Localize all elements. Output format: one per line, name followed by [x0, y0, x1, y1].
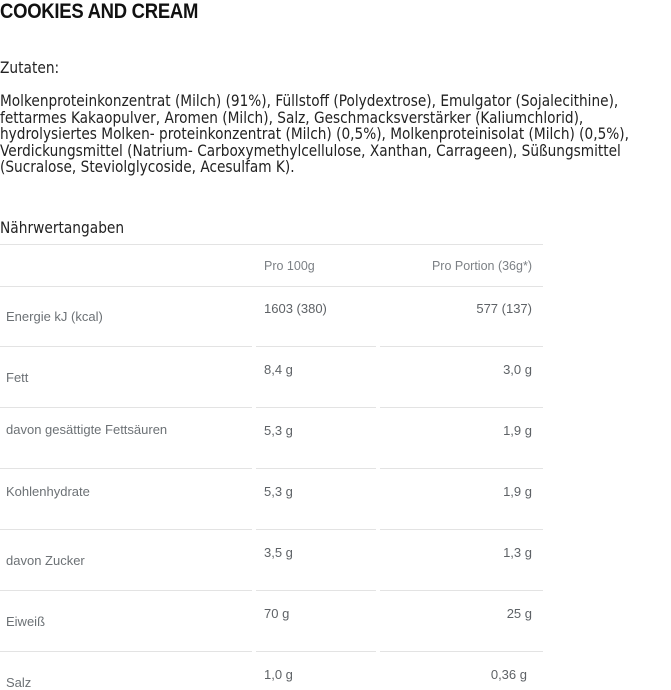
- table-divider: [256, 590, 376, 591]
- table-divider: [380, 468, 543, 469]
- table-divider: [0, 346, 252, 347]
- nutrient-label-zucker: davon Zucker: [6, 553, 85, 568]
- table-divider: [380, 346, 543, 347]
- table-divider: [380, 651, 543, 652]
- table-divider: [380, 590, 543, 591]
- table-divider: [0, 529, 252, 530]
- nutrient-label-kohlenhydrate: Kohlenhydrate: [6, 484, 90, 499]
- nutrient-label-eiweiss: Eiweiß: [6, 614, 46, 629]
- value-per-portion-energie: 577 (137): [476, 301, 532, 316]
- value-per-100g-eiweiss: 70 g: [264, 606, 290, 621]
- nutrition-heading: Nährwertangaben: [0, 218, 125, 237]
- table-divider: [0, 468, 252, 469]
- product-title: COOKIES AND CREAM: [0, 0, 199, 23]
- nutrient-label-energie: Energie kJ (kcal): [6, 309, 103, 324]
- table-divider: [0, 407, 252, 408]
- table-divider: [256, 407, 376, 408]
- nutrient-label-salz: Salz: [6, 675, 32, 690]
- nutrient-label-gesaettigte-fettsaeuren: davon gesättigte Fettsäuren: [6, 422, 168, 437]
- value-per-portion-zucker: 1,3 g: [503, 545, 532, 560]
- table-divider: [256, 651, 376, 652]
- table-divider: [380, 529, 543, 530]
- column-header-per-100g: Pro 100g: [264, 259, 315, 273]
- value-per-100g-salz: 1,0 g: [264, 667, 293, 682]
- table-divider: [256, 346, 376, 347]
- table-divider: [0, 590, 252, 591]
- value-per-portion-kohlenhydrate: 1,9 g: [503, 484, 532, 499]
- value-per-100g-kohlenhydrate: 5,3 g: [264, 484, 293, 499]
- value-per-portion-salz: 0,36 g: [490, 667, 527, 682]
- value-per-portion-gesaettigte-fettsaeuren: 1,9 g: [503, 423, 532, 438]
- ingredients-text: Molkenproteinkonzentrat (Milch) (91%), Füllstoff (Polydextrose), Emulgator (Sojalecithine), fettarmes Kakaopulver, Aromen (Milch), Salz, Geschmacksverstärker (Kaliumchlorid), hydrolysiertes Molken- proteinkonzentrat (Milch) (0,5%), Molkenproteinisolat (Milch) (0,5%), Verdickungsmittel (Natrium- Carboxymethylcellulose, Xanthan, Carrageen), Süßungsmittel (Sucralose, Steviolglycoside, Acesulfam K).: [0, 91, 629, 176]
- table-divider: [380, 407, 543, 408]
- value-per-100g-energie: 1603 (380): [264, 301, 327, 316]
- column-header-per-portion: Pro Portion (36g*): [431, 259, 532, 273]
- ingredients-heading: Zutaten:: [0, 58, 60, 77]
- nutrient-label-fett: Fett: [6, 370, 29, 385]
- table-divider: [256, 529, 376, 530]
- value-per-100g-fett: 8,4 g: [264, 362, 293, 377]
- table-top-divider: [0, 244, 543, 245]
- value-per-portion-eiweiss: 25 g: [506, 606, 532, 621]
- value-per-100g-gesaettigte-fettsaeuren: 5,3 g: [264, 423, 293, 438]
- table-divider: [0, 286, 543, 287]
- value-per-portion-fett: 3,0 g: [503, 362, 532, 377]
- table-divider: [0, 651, 252, 652]
- table-divider: [256, 468, 376, 469]
- value-per-100g-zucker: 3,5 g: [264, 545, 293, 560]
